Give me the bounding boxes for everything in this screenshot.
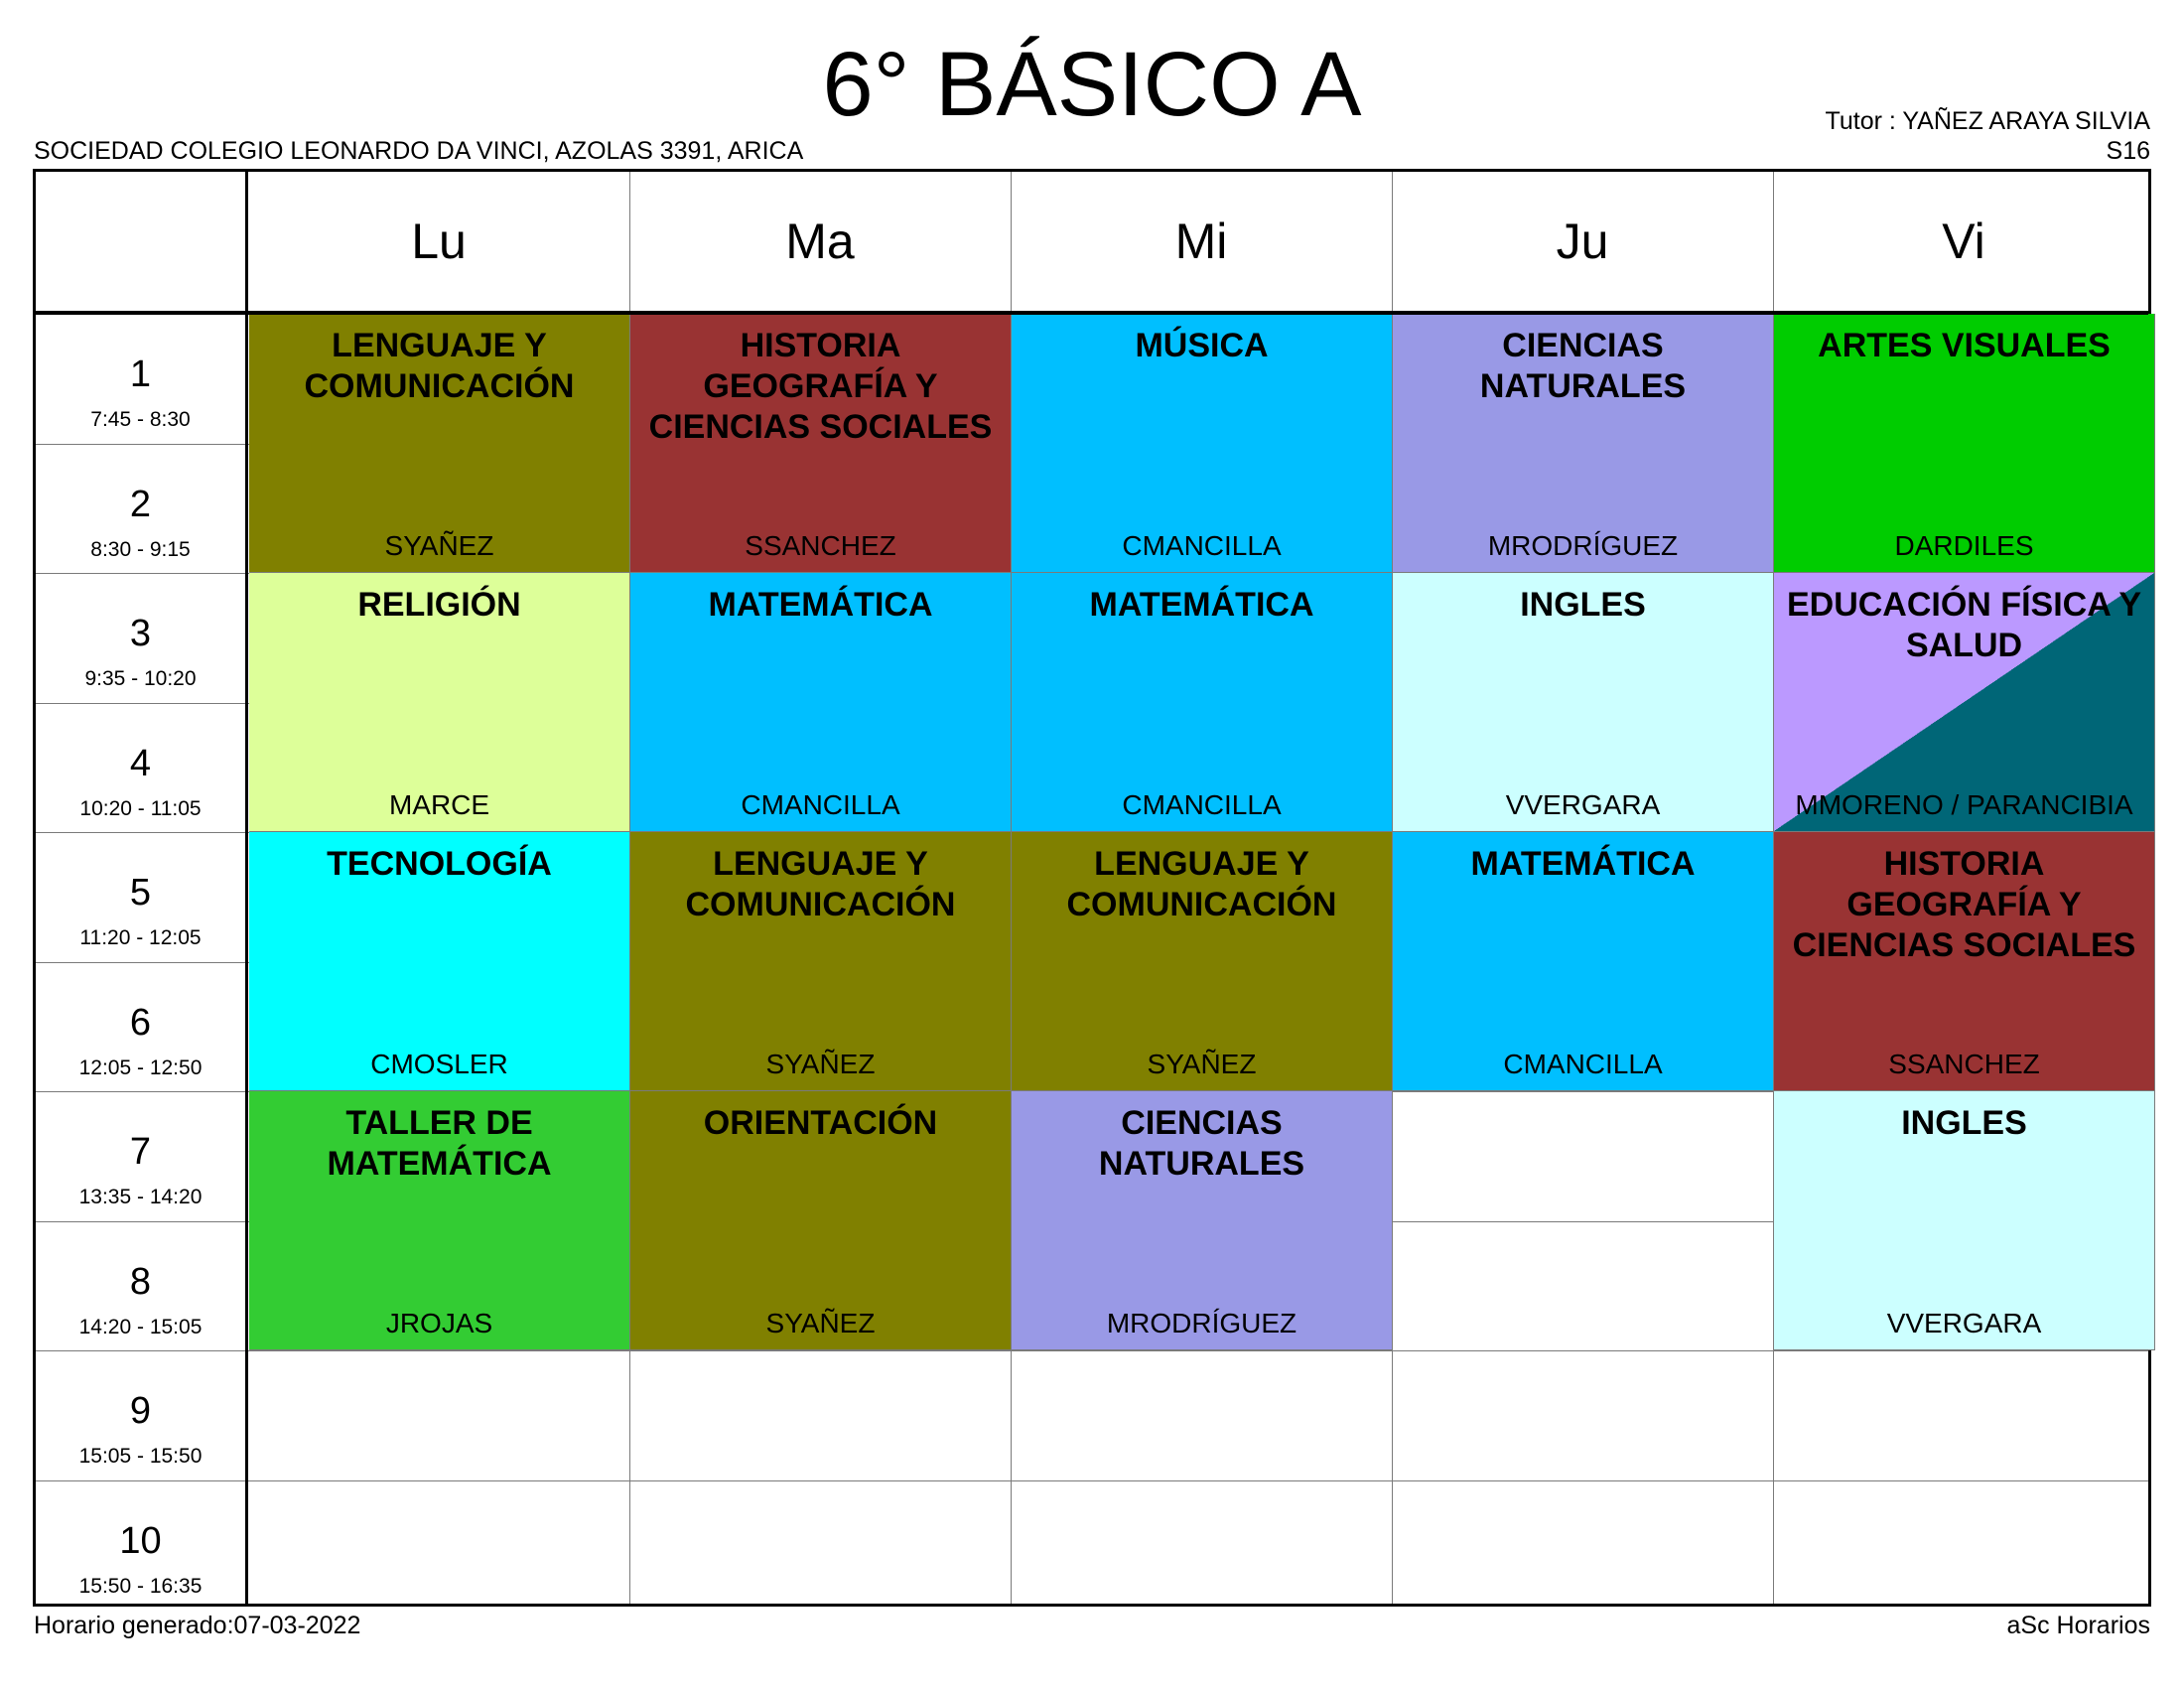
lesson-teacher: MMORENO / PARANCIBIA	[1795, 789, 2133, 820]
period-time: 12:05 - 12:50	[78, 1055, 203, 1079]
class-code: S16	[2106, 137, 2150, 165]
period-number: 9	[129, 1390, 152, 1432]
lesson-cell[interactable]	[1393, 573, 1774, 832]
lesson-cell[interactable]	[1774, 1091, 2155, 1350]
lesson-subject: MÚSICA	[1135, 327, 1269, 364]
lesson-subject: MATEMÁTICA	[708, 586, 933, 624]
period-time: 15:50 - 16:35	[78, 1574, 203, 1598]
lesson-subject: CIENCIAS NATURALES	[1098, 1104, 1305, 1183]
period-time: 14:20 - 15:05	[78, 1315, 203, 1338]
lesson-teacher: SYAÑEZ	[1147, 1049, 1257, 1079]
lesson-cell[interactable]	[1012, 573, 1393, 832]
lesson-teacher: SYAÑEZ	[765, 1308, 876, 1338]
lesson-subject: HISTORIA GEOGRAFÍA Y CIENCIAS SOCIALES	[648, 327, 993, 446]
lesson-cell[interactable]	[249, 314, 630, 573]
lesson-cell[interactable]	[1774, 832, 2155, 1091]
page-title: 6° BÁSICO A	[822, 34, 1362, 135]
lesson-cell[interactable]	[630, 832, 1012, 1091]
lesson-subject: ARTES VISUALES	[1818, 327, 2111, 364]
lesson-teacher: DARDILES	[1894, 530, 2034, 561]
school-name: SOCIEDAD COLEGIO LEONARDO DA VINCI, AZOLAS 3391, ARICA	[34, 137, 804, 165]
period-number: 6	[129, 1001, 152, 1044]
row-divider	[36, 1350, 2148, 1351]
lesson-subject: LENGUAJE Y COMUNICACIÓN	[304, 327, 575, 405]
lesson-cell[interactable]	[630, 1091, 1012, 1350]
lesson-teacher: SYAÑEZ	[384, 530, 494, 561]
lesson-cell[interactable]	[249, 1091, 630, 1350]
period-number: 1	[129, 353, 152, 395]
period-time: 15:05 - 15:50	[78, 1445, 203, 1468]
row-divider	[36, 1480, 2148, 1481]
period-time: 13:35 - 14:20	[78, 1186, 203, 1208]
day-header: Mi	[1174, 213, 1228, 269]
period-number: 2	[129, 483, 152, 525]
lesson-subject: MATEMÁTICA	[1089, 586, 1314, 624]
lesson-cell[interactable]	[630, 573, 1012, 832]
lesson-cell[interactable]	[1012, 1091, 1393, 1350]
lesson-teacher: MRODRÍGUEZ	[1487, 530, 1679, 561]
lesson-cell[interactable]	[249, 832, 630, 1091]
header-rule	[36, 311, 2148, 315]
lesson-teacher: CMOSLER	[370, 1049, 508, 1079]
lesson-teacher: JROJAS	[385, 1308, 493, 1338]
lesson-cell[interactable]	[1012, 314, 1393, 573]
lesson-cell[interactable]	[1393, 314, 1774, 573]
lesson-cell[interactable]	[1012, 832, 1393, 1091]
lesson-subject: LENGUAJE Y COMUNICACIÓN	[685, 845, 956, 923]
lesson-subject: TALLER DE MATEMÁTICA	[327, 1104, 552, 1183]
period-number: 10	[119, 1519, 162, 1562]
lesson-subject: ORIENTACIÓN	[703, 1104, 938, 1142]
lesson-cell[interactable]	[1393, 832, 1774, 1091]
lesson-subject: INGLES	[1520, 586, 1646, 624]
lesson-teacher: CMANCILLA	[741, 789, 900, 820]
period-time: 11:20 - 12:05	[79, 926, 202, 949]
period-time: 8:30 - 9:15	[90, 537, 191, 561]
lesson-teacher: VVERGARA	[1886, 1308, 2042, 1338]
lesson-cell[interactable]	[630, 314, 1012, 573]
lesson-teacher: MARCE	[388, 789, 490, 820]
lesson-teacher: CMANCILLA	[1122, 789, 1282, 820]
lesson-teacher: MRODRÍGUEZ	[1106, 1308, 1297, 1338]
period-time: 7:45 - 8:30	[90, 408, 191, 431]
lesson-subject: HISTORIA GEOGRAFÍA Y CIENCIAS SOCIALES	[1792, 845, 2136, 964]
lesson-teacher: SSANCHEZ	[1888, 1049, 2040, 1079]
lesson-subject: RELIGIÓN	[357, 586, 521, 624]
lesson-subject: INGLES	[1901, 1104, 2027, 1142]
lesson-teacher: VVERGARA	[1505, 789, 1661, 820]
tutor-label: Tutor : YAÑEZ ARAYA SILVIA	[1825, 107, 2150, 135]
period-time: 10:20 - 11:05	[79, 796, 202, 820]
period-number: 5	[129, 872, 152, 914]
lesson-subject: LENGUAJE Y COMUNICACIÓN	[1066, 845, 1337, 923]
day-header: Vi	[1942, 213, 1985, 269]
lesson-subject: TECNOLOGÍA	[327, 845, 552, 883]
period-number: 4	[129, 742, 152, 784]
lesson-subject: MATEMÁTICA	[1470, 845, 1696, 883]
timetable-grid	[33, 169, 2151, 1607]
period-number: 3	[129, 613, 152, 654]
lesson-subject: CIENCIAS NATURALES	[1479, 327, 1687, 405]
day-header: Ma	[785, 213, 855, 269]
lesson-teacher: CMANCILLA	[1503, 1049, 1663, 1079]
period-number: 8	[129, 1260, 152, 1303]
period-time: 9:35 - 10:20	[84, 667, 197, 690]
lesson-cell[interactable]	[249, 573, 630, 832]
lesson-cell[interactable]	[1774, 573, 2155, 832]
app-name: aSc Horarios	[2006, 1612, 2150, 1639]
lesson-teacher: SSANCHEZ	[745, 530, 896, 561]
lesson-teacher: SYAÑEZ	[765, 1049, 876, 1079]
day-header: Lu	[411, 213, 467, 269]
period-column-rule	[245, 172, 248, 1604]
lesson-subject: EDUCACIÓN FÍSICA Y SALUD	[1786, 586, 2142, 664]
generated-date: Horario generado:07-03-2022	[34, 1612, 361, 1639]
lesson-cell[interactable]	[1774, 314, 2155, 573]
period-number: 7	[129, 1131, 152, 1173]
day-header: Ju	[1556, 213, 1609, 269]
lesson-teacher: CMANCILLA	[1122, 530, 1282, 561]
